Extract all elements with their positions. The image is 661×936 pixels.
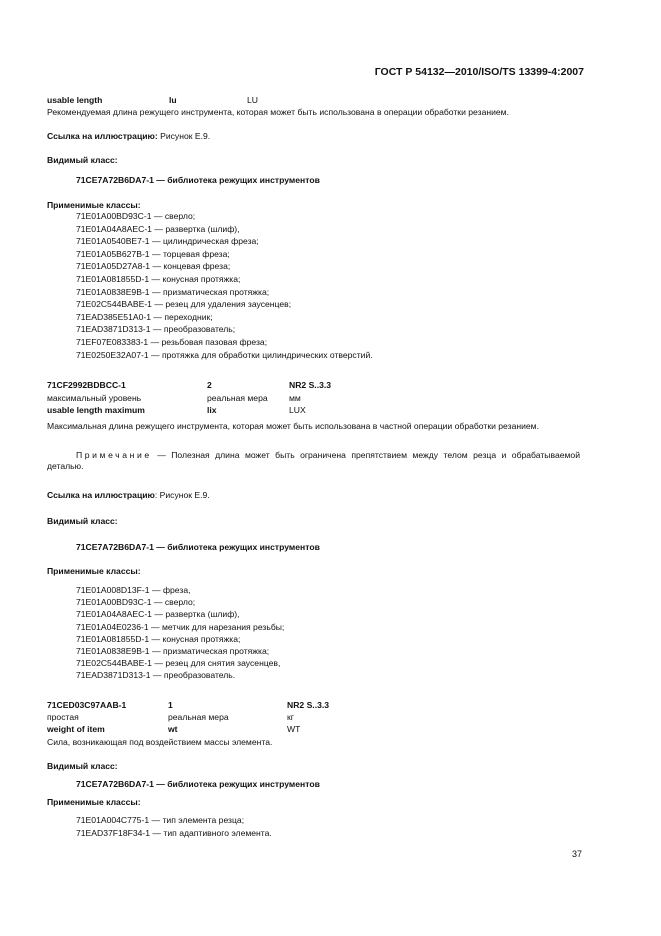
attribute-ru-unit: мм xyxy=(289,393,301,403)
attribute-ru-name: простая xyxy=(47,712,79,722)
term-definition: Рекомендуемая длина режущего инструмента, которая может быть использована в операции обработки резанием. xyxy=(47,107,509,117)
term-en: weight of item xyxy=(47,724,105,734)
list-item: 71EF07E083383-1 — резьбовая пазовая фреза; xyxy=(76,336,268,347)
list-item: 71EAD3871D313-1 — преобразователь. xyxy=(76,670,236,681)
term-definition: Максимальная длина режущего инструмента, которая может быть использована в частной операции обработки резанием. xyxy=(47,421,539,431)
note-text: — Полезная длина может быть ограничена препятствием между телом резца и обрабатываемой деталью. xyxy=(47,450,580,471)
term-code: LUX xyxy=(289,405,306,415)
list-item: 71E01A0540BE7-1 — цилиндрическая фреза; xyxy=(76,236,259,247)
list-item: 71E01A081855D-1 — конусная протяжка; xyxy=(76,273,241,284)
illustration-reference-value: : Рисунок Е.9. xyxy=(154,490,210,500)
list-item: 71E01A00BD93C-1 — сверло; xyxy=(76,597,196,608)
term-definition: Сила, возникающая под воздействием массы элемента. xyxy=(47,737,273,747)
attribute-number: 2 xyxy=(207,380,212,390)
list-item: 71E01A0838E9B-1 — призматическая протяжка; xyxy=(76,286,270,297)
applicable-classes-label: Применимые классы: xyxy=(47,566,141,576)
list-item: 71E01A04E0236-1 — метчик для нарезания резьбы; xyxy=(76,621,285,632)
list-item: 71E01A008D13F-1 — фреза, xyxy=(76,585,191,595)
applicable-classes-list xyxy=(76,814,272,839)
document-header: ГОСТ Р 54132—2010/ISO/TS 13399-4:2007 xyxy=(374,66,584,78)
applicable-classes-label: Применимые классы: xyxy=(47,797,141,807)
applicable-classes-label: Применимые классы: xyxy=(47,200,141,210)
attribute-ru-type: реальная мера xyxy=(168,712,229,722)
illustration-reference-label: Ссылка на иллюстрацию: xyxy=(47,131,158,141)
list-item: 71E01A05B627B-1 — торцевая фреза; xyxy=(76,248,230,259)
visible-class-value: 71CE7A72B6DA7-1 — библиотека режущих инструментов xyxy=(76,779,320,789)
illustration-reference-label: Ссылка на иллюстрацию xyxy=(47,490,155,500)
list-item: 71E01A04A8AEC-1 — развертка (шлиф), xyxy=(76,609,240,620)
attribute-id: 71CED03C97AAB-1 xyxy=(47,700,127,710)
term-en: usable length maximum xyxy=(47,405,145,415)
note-label: Примечание xyxy=(76,450,152,460)
list-item: 71E02C544BABE-1 — резец для удаления заусенцев; xyxy=(76,299,292,310)
visible-class-label: Видимый класс: xyxy=(47,155,118,165)
visible-class-value: 71CE7A72B6DA7-1 — библиотека режущих инструментов xyxy=(76,542,320,552)
visible-class-label: Видимый класс: xyxy=(47,761,118,771)
illustration-reference xyxy=(47,490,210,501)
attribute-nr: NR2 S..3.3 xyxy=(287,700,330,710)
list-item: 71EAD37F18F34-1 — тип адаптивного элемента. xyxy=(76,827,272,838)
attribute-nr: NR2 S..3.3 xyxy=(289,380,332,390)
list-item: 71EAD3871D313-1 — преобразователь; xyxy=(76,324,236,335)
list-item: 71E01A081855D-1 — конусная протяжка; xyxy=(76,633,241,644)
list-item: 71E01A04A8AEC-1 — развертка (шлиф), xyxy=(76,223,240,234)
list-item: 71EAD385E51A0-1 — переходник; xyxy=(76,311,213,322)
visible-class-value: 71CE7A72B6DA7-1 — библиотека режущих инструментов xyxy=(76,175,320,185)
attribute-id: 71CF2992BDBCC-1 xyxy=(47,380,126,390)
term-symbol: wt xyxy=(168,724,178,734)
attribute-ru-unit: кг xyxy=(287,712,294,722)
term-symbol: lix xyxy=(207,405,217,415)
list-item: 71E01A00BD93C-1 — сверло; xyxy=(76,211,196,221)
list-item: 71E01A05D27A8-1 — концевая фреза; xyxy=(76,261,231,272)
list-item: 71E0250E32A07-1 — протяжка для обработки цилиндрических отверстий. xyxy=(76,349,373,360)
attribute-ru-type: реальная мера xyxy=(207,393,268,403)
attribute-ru-name: максимальный уровень xyxy=(47,393,142,403)
term-en: usable length xyxy=(47,95,103,105)
illustration-reference-value: Рисунок Е.9. xyxy=(157,131,211,141)
term-symbol: lu xyxy=(169,95,177,105)
illustration-reference xyxy=(47,131,210,142)
visible-class-label: Видимый класс: xyxy=(47,516,118,526)
note xyxy=(47,450,580,472)
list-item: 71E02C544BABE-1 — резец для снятия заусенцев, xyxy=(76,658,281,669)
applicable-classes-list xyxy=(76,584,284,682)
attribute-number: 1 xyxy=(168,700,173,710)
term-code: WT xyxy=(287,724,301,734)
applicable-classes-list xyxy=(76,210,373,361)
page-number: 37 xyxy=(572,849,583,859)
list-item: 71E01A0838E9B-1 — призматическая протяжка; xyxy=(76,646,270,657)
term-code: LU xyxy=(247,95,258,105)
list-item: 71E01A004C775-1 — тип элемента резца; xyxy=(76,815,245,825)
